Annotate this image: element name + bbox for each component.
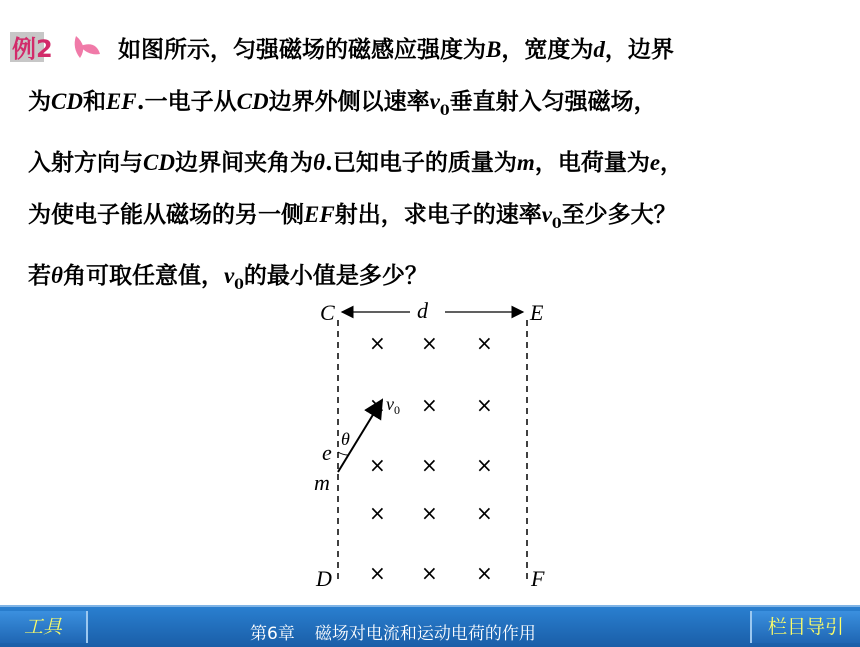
field-cross: × — [369, 501, 386, 525]
problem-line-3: 入射方向与CD边界间夹角为θ.已知电子的质量为m，电荷量为e， — [28, 149, 684, 176]
field-cross: × — [476, 331, 493, 355]
chapter-title: 磁场对电流和运动电荷的作用 — [314, 624, 536, 644]
field-cross: × — [476, 501, 493, 525]
field-cross: × — [369, 393, 386, 417]
label-c: C — [320, 300, 335, 325]
section-nav-button[interactable]: 栏目导引 — [750, 611, 860, 643]
field-crosses — [369, 331, 493, 585]
problem-line-4: 为使电子能从磁场的另一侧EF射出，求电子的速率$v_0$至少多大？ — [28, 201, 677, 232]
field-cross: × — [476, 453, 493, 477]
footer-bar — [0, 605, 860, 647]
problem-text — [28, 24, 838, 311]
field-cross: × — [421, 453, 438, 477]
field-cross: × — [476, 561, 493, 585]
field-cross: × — [369, 453, 386, 477]
label-d-width: d — [417, 298, 428, 323]
magnetic-field-figure — [300, 290, 560, 600]
field-cross: × — [421, 393, 438, 417]
problem-line-2: 为CD和EF.一电子从CD边界外侧以速率$v_0$垂直射入匀强磁场， — [28, 88, 657, 119]
field-cross: × — [421, 561, 438, 585]
problem-line-5: 若θ角可取任意值，$v_0$的最小值是多少？ — [28, 262, 428, 293]
field-cross: × — [421, 501, 438, 525]
problem-line-1: 如图所示，匀强磁场的磁感应强度为B，宽度为d，边界 — [118, 36, 674, 63]
angle-arc — [338, 452, 348, 455]
field-cross: × — [476, 393, 493, 417]
label-e-boundary: E — [530, 300, 544, 325]
field-cross: × — [369, 561, 386, 585]
label-electron-e: e — [322, 440, 332, 465]
label-f: F — [531, 566, 545, 591]
field-cross: × — [421, 331, 438, 355]
label-d-boundary: D — [316, 566, 332, 591]
chapter-number: 第6章 — [250, 624, 295, 644]
label-theta: θ — [341, 429, 350, 449]
chapter-info — [250, 619, 556, 644]
field-cross: × — [369, 331, 386, 355]
tools-button[interactable]: 工具 — [0, 611, 88, 643]
label-mass-m: m — [314, 470, 330, 495]
badge-char-li: 例2 — [12, 35, 53, 63]
label-velocity: $v_0$ — [386, 394, 400, 417]
